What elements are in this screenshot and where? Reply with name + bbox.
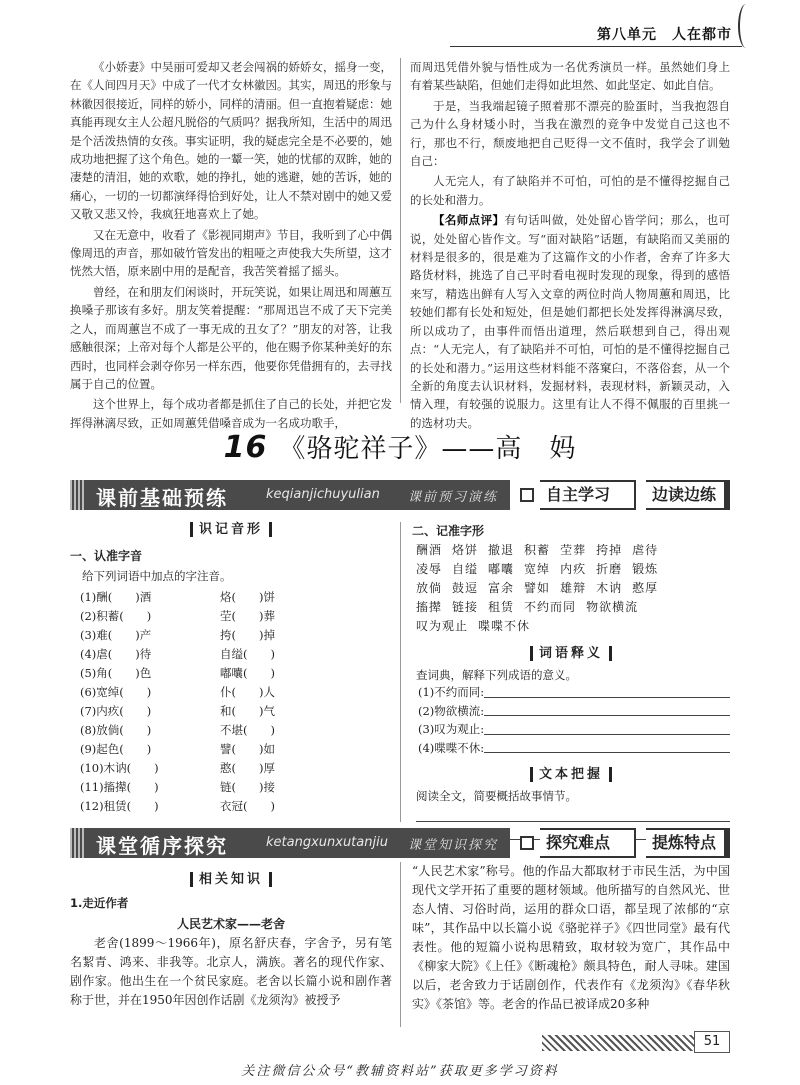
blank-item[interactable]: 挎( )掉 xyxy=(220,628,275,642)
essay-paragraph: 而周迅凭借外貌与悟性成为一名优秀演员一样。虽然她们身上有着某些缺陷，但她们走得如此坦然、如此坚定、如此自信。 xyxy=(410,60,730,93)
related-knowledge xyxy=(70,862,730,1032)
blank-item[interactable]: 链( )接 xyxy=(220,780,275,794)
instruction: 查词典，解释下列成语的意义。 xyxy=(416,668,577,682)
article-title: 人民艺术家——老舍 xyxy=(176,917,285,931)
exercise-row xyxy=(70,778,392,797)
exercise-row xyxy=(70,759,392,778)
word: 折磨 xyxy=(596,562,623,576)
blank-item[interactable]: (11)搐撵( ) xyxy=(80,780,159,794)
exercise-row xyxy=(70,664,392,683)
section-header: 相关知识 xyxy=(190,872,272,887)
essay-paragraph: 曾经，在和朋友们闲谈时，开玩笑说，如果让周迅和周蕙互换嗓子那该有多好。朋友笑着提醒：“那周迅岂不成了天下完美之人，而周蕙岂不成了一事无成的丑女了？”朋友的对答，让我感触很深；上帝对每个人都是公平的，他在赐予你某种美好的东西时，也同样会剥夺你另一样东西，他要你凭借拥有的，去寻找属于自己的位置。 xyxy=(70,284,392,391)
word: 租赁 xyxy=(488,600,515,614)
related-left-column xyxy=(70,862,392,1010)
header-arc xyxy=(738,4,754,48)
answer-line[interactable] xyxy=(484,739,730,754)
comment-text: 有句话叫做，处处留心皆学问；那么，也可说，处处留心皆作文。写“面对缺陷”话题，有缺陷而又美丽的材料是很多的，很是难为了这篇作文的小作者，舍弃了许多大路货材料，挑选了自己平时看电视时发现的现象，得到的感悟来写，精选出鲜有人写入文章的两位时尚人物周蕙和周迅，比较她们都有长处和短处，但是她们都把长处发挥得淋漓尽致，所以成功了，由事件而悟出道理，然后联想到自己，得出观点：“人无完人，有了缺陷并不可怕，可怕的是不懂得挖掘自己的长处和潜力。”运用这些材料能不落窠臼，不落俗套，从一个全新的角度去认识材料，发掘材料，表现材料，新颖灵动，入情入理，有较强的说服力。这里有让人不得不佩服的百里挑一的选材功夫。 xyxy=(410,213,730,430)
word: 不约而同 xyxy=(524,600,577,614)
word-line xyxy=(416,560,730,579)
section-banner-inclass xyxy=(70,826,730,862)
word: 鼓逗 xyxy=(452,581,479,595)
teacher-comment xyxy=(410,211,730,432)
word: 内疚 xyxy=(560,562,587,576)
blank-item[interactable]: 茔( )葬 xyxy=(220,609,275,623)
instruction: 给下列词语中加点的字注音。 xyxy=(82,569,232,583)
banner-tag: 边读边练 xyxy=(646,480,730,510)
word-line xyxy=(416,598,730,617)
blank-item[interactable]: 不堪( ) xyxy=(220,723,275,737)
exercise-right-column xyxy=(412,522,730,840)
word: 放倘 xyxy=(416,581,443,595)
word: 挎掉 xyxy=(596,543,623,557)
section-header: 词语释义 xyxy=(530,646,612,661)
word: 凌辱 xyxy=(416,562,443,576)
definition-blank[interactable] xyxy=(418,720,730,739)
essay-right-column xyxy=(410,58,730,432)
word-list xyxy=(416,541,730,636)
word: 譬如 xyxy=(524,581,551,595)
word: 富余 xyxy=(488,581,515,595)
exercise-row xyxy=(70,721,392,740)
essay-paragraph: 又在无意中，收看了《影视同期声》节目，我听到了心中偶像周迅的声音，那如破竹管发出的粗哑之声使我大失所望，这才恍然大悟，原来剧中用的是配音，我苦笑着摇了摇头。 xyxy=(70,227,392,279)
column-divider xyxy=(400,58,401,403)
banner-bar xyxy=(70,828,510,858)
running-header xyxy=(450,0,760,48)
word: 锻炼 xyxy=(632,562,659,576)
banner-square-icon xyxy=(520,836,534,850)
definition-label: (4)喋喋不休: xyxy=(418,740,485,755)
blank-item[interactable]: 衣冠( ) xyxy=(220,799,275,813)
banner-stripes xyxy=(70,828,86,858)
definition-label: (2)物欲横流: xyxy=(418,703,485,718)
related-right-column xyxy=(412,862,730,1014)
definition-label: (3)叹为观止: xyxy=(418,722,485,736)
banner-pinyin: ketangxunxutanjiu xyxy=(266,835,388,850)
blank-item[interactable]: 自缢( ) xyxy=(220,647,275,661)
author-bio-continued: “人民艺术家”称号。他的作品大都取材于市民生活，为中国现代文学开拓了重要的题材领域。他所描写的自然风光、世态人情、习俗时尚，运用的群众口语，都呈现了浓郁的“京味”，其作品中以长篇小说《骆驼祥子》《四世同堂》最有代表性。他的短篇小说构思精致，取材较为宽广，其作品中《柳家大院》《上任》《断魂枪》颇具特色，耐人寻味。建国以后，老舍致力于话剧创作，代表作有《龙须沟》《春华秋实》《茶馆》等。老舍的作品已被译成20多种 xyxy=(412,864,730,1011)
blank-item[interactable]: (6)宽绰( ) xyxy=(80,685,152,699)
word-line xyxy=(416,579,730,598)
answer-line[interactable] xyxy=(484,720,730,735)
banner-title: 课前基础预练 xyxy=(96,486,228,510)
subsection-title: 二、记准字形 xyxy=(412,524,485,538)
exercise-row xyxy=(70,702,392,721)
banner-square-icon xyxy=(520,488,534,502)
exercise-row xyxy=(70,645,392,664)
essay-paragraph: 人无完人，有了缺陷并不可怕，可怕的是不懂得挖掘自己的长处和潜力。 xyxy=(410,174,730,207)
instruction: 阅读全文，简要概括故事情节。 xyxy=(416,789,577,803)
blank-item[interactable]: (10)木讷( ) xyxy=(80,761,159,775)
blank-item[interactable]: (3)难( )产 xyxy=(80,628,152,642)
essay-paragraph: 这个世界上，每个成功者都是抓住了自己的长处，并把它发挥得淋漓尽致，正如周蕙凭借嗓音成为一名成功歌手， xyxy=(70,397,392,430)
definition-blank[interactable] xyxy=(418,683,730,702)
exercise-row xyxy=(70,797,392,816)
exercise-row xyxy=(70,588,392,607)
exercise-row xyxy=(70,683,392,702)
header-rule xyxy=(450,46,742,47)
answer-line[interactable] xyxy=(484,702,730,717)
word: 酬酒 xyxy=(416,543,443,557)
exercise-row xyxy=(70,607,392,626)
banner-subtitle: 课堂知识探究 xyxy=(407,838,498,853)
essay-paragraph: 《小娇妻》中吴丽可爱却又老会闯祸的娇娇女，摇身一变，在《人间四月天》中成了一代才女林徽因。其实，周迅的形象与林徽因很接近，同样的娇小，同样的清丽。但一直抱着疑虑：她真能再现女主人公超凡脱俗的气质吗？据我所知，生活中的周迅是个活泼热情的女孩。事实证明，我的疑虑完全是不必要的，她成功地把握了这个角色。她的一颦一笑，她的忧郁的双眸，她的凄楚的清泪，她的欢歌，她的挣扎，她的逃避，她的苦诉，她的痛心，一切的一切都演绎得恰到好处，让人不禁对剧中的她又爱又敬又悲又怜，我疯狂地喜欢上了她。 xyxy=(70,60,392,222)
word: 宽绰 xyxy=(524,562,551,576)
banner-bar xyxy=(70,480,510,510)
definition-blank[interactable] xyxy=(418,702,730,721)
column-divider xyxy=(400,862,401,1027)
word: 物欲横流 xyxy=(586,600,639,614)
banner-pinyin: keqianjichuyulian xyxy=(266,487,380,502)
comment-tag: 【名师点评】 xyxy=(433,213,505,228)
word: 积蓄 xyxy=(524,543,551,557)
word: 憨厚 xyxy=(632,581,659,595)
answer-line[interactable] xyxy=(484,683,730,698)
word: 自缢 xyxy=(452,562,479,576)
word: 木讷 xyxy=(596,581,623,595)
banner-subtitle: 课前预习演练 xyxy=(407,490,498,505)
lesson-name: 《骆驼祥子》——高 妈 xyxy=(279,434,577,464)
section-banner-preview xyxy=(70,478,730,514)
exercise-row xyxy=(70,626,392,645)
word-line xyxy=(416,617,730,636)
banner-title: 课堂循序探究 xyxy=(96,834,228,858)
word: 叹为观止 xyxy=(416,619,469,633)
blank-item[interactable]: 烙( )饼 xyxy=(220,590,275,604)
blank-item[interactable]: (8)放倘( ) xyxy=(80,723,152,737)
exercise-area xyxy=(70,522,730,822)
blank-item[interactable]: 憨( )厚 xyxy=(220,761,275,775)
blank-item[interactable]: 仆( )人 xyxy=(220,685,275,699)
word: 喋喋不休 xyxy=(478,619,531,633)
blank-item[interactable]: 和( )气 xyxy=(220,704,275,718)
blank-item[interactable]: (5)角( )色 xyxy=(80,666,152,680)
blank-item[interactable]: (1)酬( )酒 xyxy=(80,590,152,604)
pinyin-exercise xyxy=(70,588,392,816)
definition-blank[interactable] xyxy=(418,739,730,758)
column-divider xyxy=(400,522,401,822)
answer-line[interactable] xyxy=(416,804,730,822)
essay-left-column xyxy=(70,58,392,432)
banner-tag: 探究难点 xyxy=(540,828,636,858)
word-line xyxy=(416,541,730,560)
banner-tag: 提炼特点 xyxy=(646,828,730,858)
word: 嘟囔 xyxy=(488,562,515,576)
definition-label: (1)不约而同: xyxy=(418,685,485,699)
word: 撤退 xyxy=(488,543,515,557)
word: 茔葬 xyxy=(560,543,587,557)
blank-item[interactable]: (12)租赁( ) xyxy=(80,799,159,813)
blank-item[interactable]: (4)虐( )待 xyxy=(80,647,152,661)
lesson-number: 16 xyxy=(223,430,268,465)
unit-title: 第八单元 人在都市 xyxy=(597,27,732,43)
blank-item[interactable]: 譬( )如 xyxy=(220,742,275,756)
banner-tag: 自主学习 xyxy=(540,480,636,510)
page-number: 51 xyxy=(694,1031,730,1053)
essay-paragraph: 于是，当我端起镜子照着那不漂亮的脸蛋时，当我抱怨自己为什么身材矮小时，当我在激烈的竞争中发觉自己这也不行，那也不行，颓废地把自己贬得一文不值时，我学会了训勉自己： xyxy=(410,98,730,169)
word: 搐撵 xyxy=(416,600,443,614)
subsection-title: 1.走近作者 xyxy=(70,896,129,910)
exercise-left-column xyxy=(70,522,392,816)
word: 链接 xyxy=(452,600,479,614)
essay-continuation xyxy=(70,58,730,430)
blank-item[interactable]: (9)起色( ) xyxy=(80,742,152,756)
blank-item[interactable]: (7)内疚( ) xyxy=(80,704,152,718)
lesson-title xyxy=(0,428,800,465)
exercise-row xyxy=(70,740,392,759)
banner-stripes xyxy=(70,480,86,510)
author-bio: 老舍(1899～1966年)，原名舒庆春，字舍予，另有笔名絜青、鸿来、非我等。北京人，满族。著名的现代作家、剧作家。他出生在一个贫民家庭。老舍以长篇小说和剧作著称于世，并在1950年因创作话剧《龙须沟》被授予 xyxy=(70,936,392,1007)
word: 烙饼 xyxy=(452,543,479,557)
section-header: 文本把握 xyxy=(530,767,612,782)
subsection-title: 一、认准字音 xyxy=(70,549,143,563)
blank-item[interactable]: (2)积蓄( ) xyxy=(80,609,152,623)
footer-note: 关注微信公众号“教辅资料站”获取更多学习资料 xyxy=(241,1064,559,1079)
blank-item[interactable]: 嘟囔( ) xyxy=(220,666,275,680)
section-header: 识记音形 xyxy=(190,522,272,537)
word: 雄辩 xyxy=(560,581,587,595)
word: 虐待 xyxy=(632,543,659,557)
